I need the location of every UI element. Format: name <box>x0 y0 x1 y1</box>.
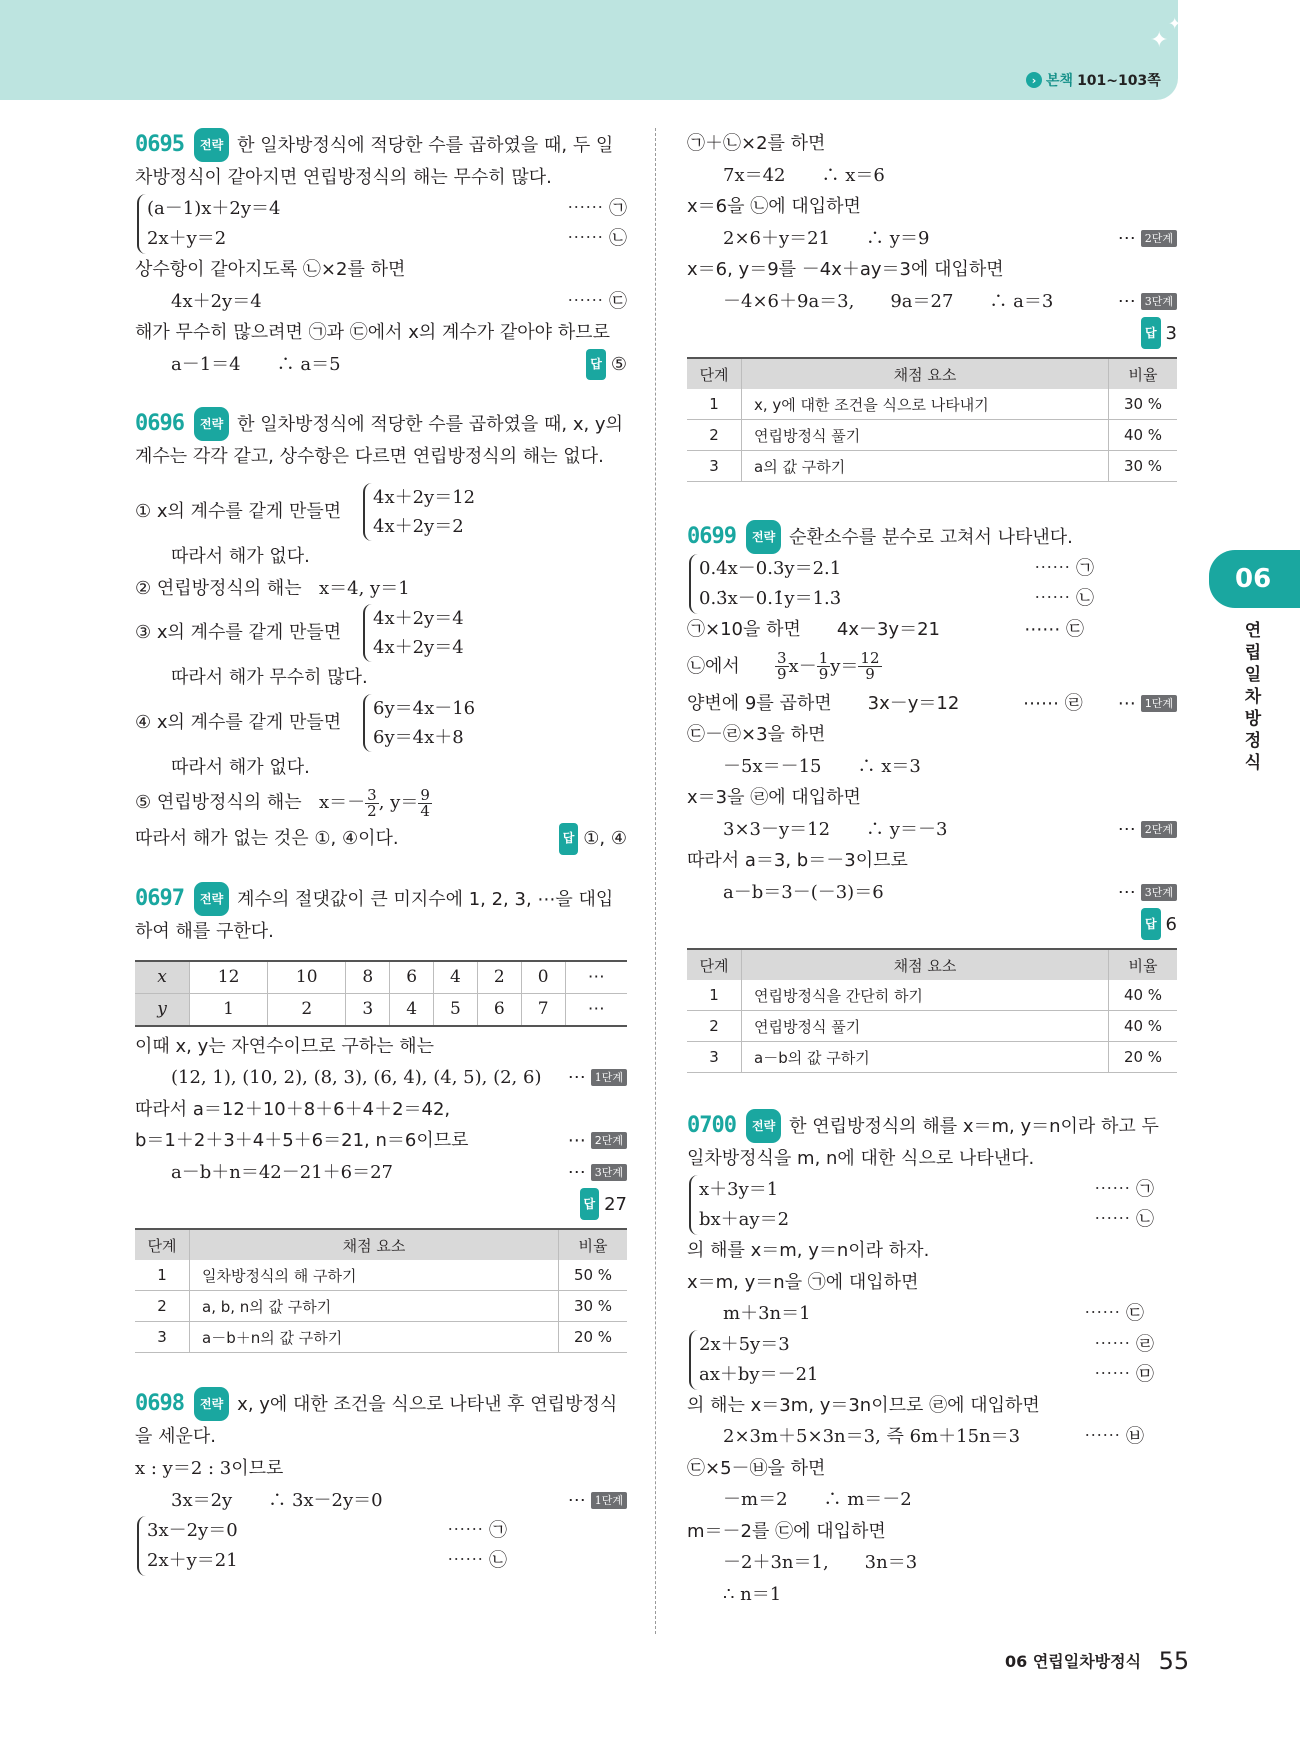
table-row <box>135 1260 627 1291</box>
table-cell: 연립방정식 풀기 <box>742 420 1109 451</box>
chapter-side-title: 연립일차방정식 <box>1244 621 1262 773</box>
answer: 6 <box>1165 914 1177 935</box>
chapter-tab[interactable]: 06 <box>1209 550 1300 608</box>
xy-row-head: y <box>135 993 190 1026</box>
table-row <box>687 451 1177 482</box>
xy-row <box>135 993 627 1026</box>
table-cell: 1 <box>687 980 742 1011</box>
table-cell: 30 % <box>1109 451 1178 482</box>
scoring-table <box>687 357 1177 482</box>
table-header: 단계 <box>135 1229 190 1260</box>
table-header: 채점 요소 <box>190 1229 559 1260</box>
top-band <box>0 0 1178 100</box>
strategy-tag: 전략 <box>746 520 781 554</box>
solution-line: 해가 무수히 많으려면 ㉠과 ㉢에서 x의 계수가 같아야 하므로 <box>135 322 610 343</box>
xy-cell: ⋯ <box>565 961 627 994</box>
strategy-tag: 전략 <box>746 1109 781 1143</box>
strategy-tag: 전략 <box>194 128 229 162</box>
problem-number: 0698 <box>135 1391 184 1416</box>
xy-cell: 2 <box>268 993 346 1026</box>
table-header: 비율 <box>559 1229 628 1260</box>
column-divider <box>655 128 656 1634</box>
xy-cell: 1 <box>190 993 268 1026</box>
xy-row-head: x <box>135 961 190 994</box>
xy-cell: 6 <box>390 961 434 994</box>
equation-system: 0.4x－0.3y＝2.1 ⋯⋯ ㉠ 0.3̇x－0.1̇y＝1.3̇ ⋯⋯ ㉡ <box>689 554 1094 614</box>
table-cell: x, y에 대한 조건을 식으로 나타내기 <box>742 389 1109 420</box>
strategy-text: 순환소수를 분수로 고쳐서 나타낸다. <box>789 527 1073 548</box>
step-badge: 3단계 <box>1141 884 1177 901</box>
table-cell: a의 값 구하기 <box>742 451 1109 482</box>
problem-number: 0700 <box>687 1113 736 1138</box>
solution-line: 상수항이 같아지도록 ㉡×2를 하면 <box>135 259 406 280</box>
equation-system: x＋3y＝1 ⋯⋯ ㉠ bx＋ay＝2 ⋯⋯ ㉡ <box>689 1175 1154 1235</box>
left-column <box>135 128 627 1576</box>
problem-0696: 0696 전략 한 일차방정식에 적당한 수를 곱하였을 때, x, y의 계수는 각각 같고, 상수항은 다르면 연립방정식의 해는 없다. ① x의 계수를 같게 만들면 4x＋2y＝12 4x＋2y＝2 따라서 해가 없다. ② 연립방정식의 해는 x＝4, y＝1 ③ x의 계수를 같게 만들면 4x＋2y＝4 4x＋2y＝4 따라서 해가 무수히 많다. ④ x의 계수를 같게 만들면 6y＝4x－16 6y＝4x＋8 따라서 해가 없다. ⑤ 연립방정식의 해는 x＝－ $\frac{3}{2}$ , y＝ $\frac{9}{4}$ 따라서 해가 없는 것은 ①, ④이다. 답 ①, ④ <box>135 407 627 855</box>
table-cell: 40 % <box>1109 1011 1178 1042</box>
table-cell: 3 <box>687 1042 742 1073</box>
table-header: 비율 <box>1109 949 1178 980</box>
step-badge: 1단계 <box>591 1492 627 1509</box>
problem-number: 0699 <box>687 524 736 549</box>
answer-badge: 답 <box>580 1188 600 1220</box>
table-cell: 40 % <box>1109 980 1178 1011</box>
table-header: 단계 <box>687 949 742 980</box>
scoring-table <box>135 1228 627 1353</box>
problem-number: 0695 <box>135 132 184 157</box>
step-badge: 3단계 <box>1141 293 1177 310</box>
xy-table <box>135 960 627 1027</box>
problem-number: 0697 <box>135 885 184 911</box>
table-cell: 3 <box>135 1322 190 1353</box>
table-header: 비율 <box>1109 358 1178 389</box>
table-cell: a, b, n의 값 구하기 <box>190 1291 559 1322</box>
table-header: 채점 요소 <box>742 358 1109 389</box>
answer: ①, ④ <box>583 828 627 849</box>
option-2: ② 연립방정식의 해는 <box>135 577 302 599</box>
step-badge: 2단계 <box>591 1132 627 1149</box>
answer-badge: 답 <box>1141 317 1161 349</box>
option-1: ① x의 계수를 같게 만들면 <box>135 501 342 522</box>
strategy-tag: 전략 <box>194 1387 229 1421</box>
xy-cell: 6 <box>477 993 521 1026</box>
strategy-text: 한 연립방정식의 해를 x＝m, y＝n이라 하고 두 일차방정식을 m, n에 대한 식으로 나타낸다. <box>687 1116 1159 1169</box>
table-cell: 2 <box>687 1011 742 1042</box>
right-column <box>687 128 1177 1610</box>
table-cell: a－b의 값 구하기 <box>742 1042 1109 1073</box>
xy-cell: 0 <box>521 961 565 994</box>
table-cell: 30 % <box>1109 389 1178 420</box>
table-cell: 연립방정식을 간단히 하기 <box>742 980 1109 1011</box>
table-row <box>135 1291 627 1322</box>
problem-0697: 0697 전략 계수의 절댓값이 큰 미지수에 1, 2, 3, ⋯을 대입하여 해를 구한다. x 12 10 8 6 4 2 0 ⋯ y 1 2 3 4 5 6 7 ⋯ 이때 x, y는 자연수이므로 구하는 해는 (12, 1), (10, 2), (8, 3), (6, 4), (4, 5), (2, 6) ⋯ 1단계 따라서 a＝12＋10＋8＋6＋4＋2＝42, b＝1＋2＋3＋4＋5＋6＝21, n＝6이므로 ⋯ 2단계 a－b＋n＝42－21＋6＝27 ⋯ 3단계 답 27 단계 채점 요소 비율 1 일차방정식의 해 구하기 50 % 2 a, b, n의 값 구하기 30 % 3 a－b＋n의 값 구하기 20 % <box>135 882 627 1354</box>
table-cell: a－b＋n의 값 구하기 <box>190 1322 559 1353</box>
answer-badge: 답 <box>559 823 579 855</box>
chevron-right-icon: › <box>1026 72 1042 88</box>
strategy-tag: 전략 <box>194 882 229 916</box>
table-header: 채점 요소 <box>742 949 1109 980</box>
scoring-table <box>687 948 1177 1073</box>
table-row <box>687 980 1177 1011</box>
xy-cell: 8 <box>346 961 390 994</box>
step-badge: 2단계 <box>1141 821 1177 838</box>
step-badge: 2단계 <box>1141 230 1177 247</box>
problem-0698-continued: ㉠＋㉡×2를 하면 7x＝42 ∴ x＝6 x＝6을 ㉡에 대입하면 2×6＋y＝21 ∴ y＝9 ⋯ 2단계 x＝6, y＝9를 －4x＋ay＝3에 대입하면 －4×6＋9a＝3, 9a＝27 ∴ a＝3 ⋯ 3단계 답 3 단계 채점 요소 비율 1 x, y에 대한 조건을 식으로 나타내기 30 % 2 연립방정식 풀기 40 % 3 a의 값 구하기 30 % <box>687 128 1177 482</box>
star-icon: ✦ <box>1168 14 1182 33</box>
table-cell: 2 <box>135 1291 190 1322</box>
table-cell: 1 <box>135 1260 190 1291</box>
table-cell: 일차방정식의 해 구하기 <box>190 1260 559 1291</box>
equation-system: (a－1)x＋2y＝4 ⋯⋯ ㉠ 2x＋y＝2 ⋯⋯ ㉡ <box>137 194 627 254</box>
star-icon: ✦ <box>1150 28 1169 53</box>
xy-row <box>135 961 627 994</box>
xy-cell: 12 <box>190 961 268 994</box>
equation-system: 3x－2y＝0 ⋯⋯ ㉠ 2x＋y＝21 ⋯⋯ ㉡ <box>137 1516 507 1576</box>
xy-cell: 7 <box>521 993 565 1026</box>
page-reference: › 본책 101~103쪽 <box>1026 70 1161 90</box>
problem-0698: 0698 전략 x, y에 대한 조건을 식으로 나타낸 후 연립방정식을 세운다. x : y＝2 : 3이므로 3x＝2y ∴ 3x－2y＝0 ⋯ 1단계 3x－2y＝0 ⋯⋯ ㉠ 2x＋y＝21 ⋯⋯ ㉡ <box>135 1387 627 1576</box>
step-badge: 3단계 <box>591 1164 627 1181</box>
strategy-text: x, y에 대한 조건을 식으로 나타낸 후 연립방정식을 세운다. <box>135 1394 618 1447</box>
problem-0700: 0700 전략 한 연립방정식의 해를 x＝m, y＝n이라 하고 두 일차방정식을 m, n에 대한 식으로 나타낸다. x＋3y＝1 ⋯⋯ ㉠ bx＋ay＝2 ⋯⋯ ㉡ 의 해를 x＝m, y＝n이라 하자. x＝m, y＝n을 ㉠에 대입하면 m＋3n＝1 ⋯⋯ ㉢ 2x＋5y＝3 ⋯⋯ ㉣ ax＋by＝－21 ⋯⋯ ㉤ 의 해는 x＝3m, y＝3n이므로 ㉣에 대입하면 2×3m＋5×3n＝3, 즉 6m＋15n＝3 ⋯⋯ ㉥ ㉢×5－㉥을 하면 －m＝2 ∴ m＝－2 m＝－2를 ㉢에 대입하면 －2＋3n＝1, 3n＝3 ∴ n＝1 <box>687 1109 1177 1610</box>
answer-badge: 답 <box>586 349 606 381</box>
strategy-tag: 전략 <box>194 407 229 441</box>
table-cell: 연립방정식 풀기 <box>742 1011 1109 1042</box>
step-badge: 1단계 <box>591 1069 627 1086</box>
table-cell: 1 <box>687 389 742 420</box>
answer: ⑤ <box>610 353 627 375</box>
step-badge: 1단계 <box>1141 695 1177 712</box>
xy-cell: 2 <box>477 961 521 994</box>
problem-number: 0696 <box>135 411 184 436</box>
problem-0699: 0699 전략 순환소수를 분수로 고쳐서 나타낸다. 0.4x－0.3y＝2.1 ⋯⋯ ㉠ 0.3̇x－0.1̇y＝1.3̇ ⋯⋯ ㉡ ㉠×10을 하면 4x－3y＝21 ⋯⋯ ㉢ ㉡에서 $\frac{3}{9}$ x－ $\frac{1}{9}$ y＝ $\frac{12}{9}$ 양변에 9를 곱하면 3x－y＝12 ⋯⋯ ㉣ ⋯ 1단계 ㉢－㉣×3을 하면 －5x＝－15 ∴ x＝3 x＝3을 ㉣에 대입하면 3×3－y＝12 ∴ y＝－3 ⋯ 2단계 따라서 a＝3, b＝－3이므로 a－b＝3－(－3)＝6 ⋯ 3단계 답 6 단계 채점 요소 비율 1 연립방정식을 간단히 하기 40 % 2 연립방정식 풀기 40 % 3 a－b의 값 구하기 20 % <box>687 520 1177 1073</box>
table-cell: 40 % <box>1109 420 1178 451</box>
xy-cell: 5 <box>434 993 478 1026</box>
option-5: ⑤ 연립방정식의 해는 <box>135 792 302 813</box>
table-cell: 30 % <box>559 1291 628 1322</box>
strategy-text: 한 일차방정식에 적당한 수를 곱하였을 때, x, y의 계수는 각각 같고, 상수항은 다르면 연립방정식의 해는 없다. <box>135 414 623 467</box>
table-cell: 20 % <box>1109 1042 1178 1073</box>
table-row <box>687 1011 1177 1042</box>
xy-cell: ⋯ <box>565 993 627 1026</box>
xy-cell: 4 <box>434 961 478 994</box>
table-cell: 2 <box>687 420 742 451</box>
problem-0695: 0695 전략 한 일차방정식에 적당한 수를 곱하였을 때, 두 일차방정식이 같아지면 연립방정식의 해는 무수히 많다. (a－1)x＋2y＝4 ⋯⋯ ㉠ 2x＋y＝2 ⋯⋯ ㉡ 상수항이 같아지도록 ㉡×2를 하면 4x＋2y＝4 ⋯⋯ ㉢ 해가 무수히 많으려면 ㉠과 ㉢에서 x의 계수가 같아야 하므로 a－1＝4 ∴ a＝5 답 ⑤ <box>135 128 627 380</box>
page-footer: 06 연립일차방정식 55 <box>1005 1647 1190 1675</box>
xy-cell: 3 <box>346 993 390 1026</box>
answer: 3 <box>1165 323 1177 344</box>
table-cell: 3 <box>687 451 742 482</box>
xy-cell: 10 <box>268 961 346 994</box>
answer-badge: 답 <box>1141 908 1161 940</box>
xy-cell: 4 <box>390 993 434 1026</box>
strategy-text: 계수의 절댓값이 큰 미지수에 1, 2, 3, ⋯을 대입하여 해를 구한다. <box>135 888 614 942</box>
page-number: 55 <box>1158 1647 1190 1675</box>
option-3: ③ x의 계수를 같게 만들면 <box>135 622 342 643</box>
strategy-text: 한 일차방정식에 적당한 수를 곱하였을 때, 두 일차방정식이 같아지면 연립방정식의 해는 무수히 많다. <box>135 135 614 188</box>
table-row <box>687 420 1177 451</box>
table-row <box>687 389 1177 420</box>
table-cell: 20 % <box>559 1322 628 1353</box>
table-row <box>687 1042 1177 1073</box>
equation-system: 2x＋5y＝3 ⋯⋯ ㉣ ax＋by＝－21 ⋯⋯ ㉤ <box>689 1330 1154 1390</box>
table-cell: 50 % <box>559 1260 628 1291</box>
table-row <box>135 1322 627 1353</box>
option-4: ④ x의 계수를 같게 만들면 <box>135 711 342 733</box>
answer: 27 <box>604 1194 627 1215</box>
table-header: 단계 <box>687 358 742 389</box>
